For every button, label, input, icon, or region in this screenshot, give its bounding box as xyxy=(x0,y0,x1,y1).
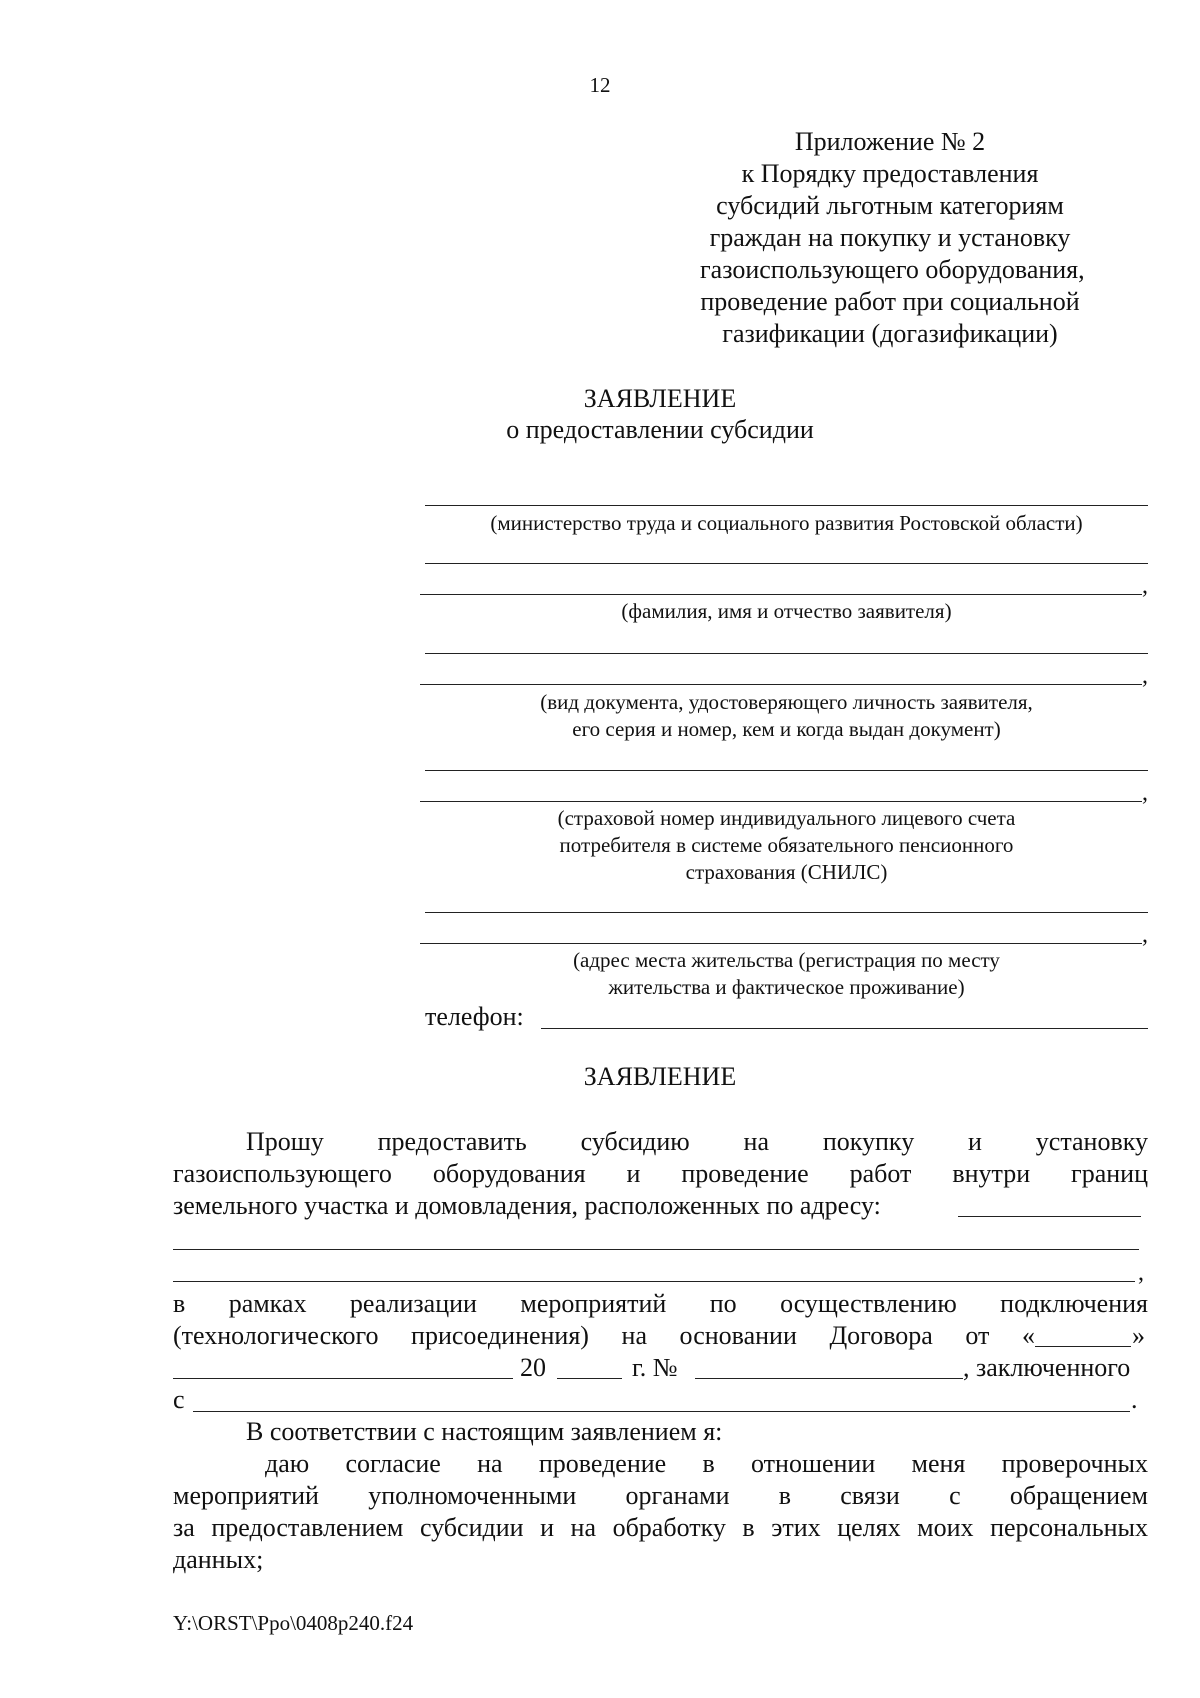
year-prefix: 20 xyxy=(520,1353,546,1382)
phone-line[interactable] xyxy=(541,1028,1148,1029)
appendix-line: субсидий льготным категориям xyxy=(716,191,1064,220)
contract-party-blank[interactable] xyxy=(193,1411,1130,1412)
ministry-line[interactable] xyxy=(425,505,1148,506)
appendix-line: газоиспользующего оборудования, xyxy=(700,255,1085,284)
document-caption-line: его серия и номер, кем и когда выдан документ) xyxy=(572,717,1001,741)
phone-label: телефон: xyxy=(425,1002,524,1031)
appendix-line: Приложение № 2 xyxy=(794,127,986,156)
contract-year-blank[interactable] xyxy=(557,1378,622,1379)
snils-line-1[interactable] xyxy=(425,770,1148,771)
address-line-2[interactable] xyxy=(420,943,1142,944)
para4-line: мероприятий уполномоченными органами в связи с обращением xyxy=(173,1481,1148,1510)
contract-month-blank[interactable] xyxy=(173,1378,513,1379)
appendix-block xyxy=(700,126,1085,350)
contract-number-blank[interactable] xyxy=(695,1378,963,1379)
contract-number-label: г. № xyxy=(632,1353,678,1382)
ministry-caption: (министерство труда и социального развития Ростовской области) xyxy=(490,511,1083,535)
appendix-line: газификации (догазификации) xyxy=(722,319,1058,348)
quote-close: » xyxy=(1132,1321,1145,1350)
period: . xyxy=(1131,1385,1138,1414)
document-line-1[interactable] xyxy=(425,653,1148,654)
with-label: с xyxy=(173,1385,185,1414)
document-subtitle: о предоставлении субсидии xyxy=(506,415,814,444)
appendix-line: к Порядку предоставления xyxy=(741,159,1039,188)
snils-caption-line: страхования (СНИЛС) xyxy=(685,860,888,884)
concluded-label: , заключенного xyxy=(963,1353,1131,1382)
para4-line: данных; xyxy=(173,1545,264,1574)
appendix-line: проведение работ при социальной xyxy=(700,287,1080,316)
para4-line: даю согласие на проведение в отношении меня проверочных xyxy=(265,1449,1148,1478)
para2-line: в рамках реализации мероприятий по осуществлению подключения xyxy=(173,1289,1148,1318)
comma: , xyxy=(1138,1260,1144,1286)
appendix-line: граждан на покупку и установку xyxy=(709,223,1071,252)
para4-line: за предоставлением субсидии и на обработку в этих целях моих персональных xyxy=(173,1513,1148,1542)
para1-line: земельного участка и домовладения, расположенных по адресу: xyxy=(173,1191,881,1220)
name-caption: (фамилия, имя и отчество заявителя) xyxy=(621,599,952,623)
comma: , xyxy=(1142,780,1148,806)
page-number: 12 xyxy=(589,73,611,97)
comma: , xyxy=(1142,573,1148,599)
address-blank-inline[interactable] xyxy=(958,1216,1141,1217)
document-title: ЗАЯВЛЕНИЕ xyxy=(583,384,737,413)
para1-line: газоиспользующего оборудования и проведение работ внутри границ xyxy=(173,1159,1148,1188)
address-line-1[interactable] xyxy=(425,912,1148,913)
body-heading: ЗАЯВЛЕНИЕ xyxy=(583,1062,737,1091)
para2-line: (технологического присоединения) на основании Договора от « xyxy=(173,1321,1035,1350)
footer-path: Y:\ORST\Ppo\0408p240.f24 xyxy=(173,1611,414,1635)
name-line-2[interactable] xyxy=(420,594,1142,595)
snils-caption-line: (страховой номер индивидуального лицевого счета xyxy=(557,806,1016,830)
snils-line-2[interactable] xyxy=(420,801,1142,802)
document-line-2[interactable] xyxy=(420,684,1142,685)
address-blank-line[interactable] xyxy=(173,1281,1135,1282)
contract-day-blank[interactable] xyxy=(1035,1346,1131,1347)
document-caption-line: (вид документа, удостоверяющего личность заявителя, xyxy=(540,690,1033,714)
snils-caption-line: потребителя в системе обязательного пенсионного xyxy=(559,833,1014,857)
para1-line: Прошу предоставить субсидию на покупку и установку xyxy=(246,1127,1148,1156)
address-caption-line: (адрес места жительства (регистрация по месту xyxy=(573,948,1000,972)
address-caption-line: жительства и фактическое проживание) xyxy=(608,975,965,999)
comma: , xyxy=(1142,922,1148,948)
comma: , xyxy=(1142,663,1148,689)
address-blank-line[interactable] xyxy=(173,1249,1139,1250)
para3: В соответствии с настоящим заявлением я: xyxy=(246,1417,723,1446)
name-line-1[interactable] xyxy=(425,563,1148,564)
